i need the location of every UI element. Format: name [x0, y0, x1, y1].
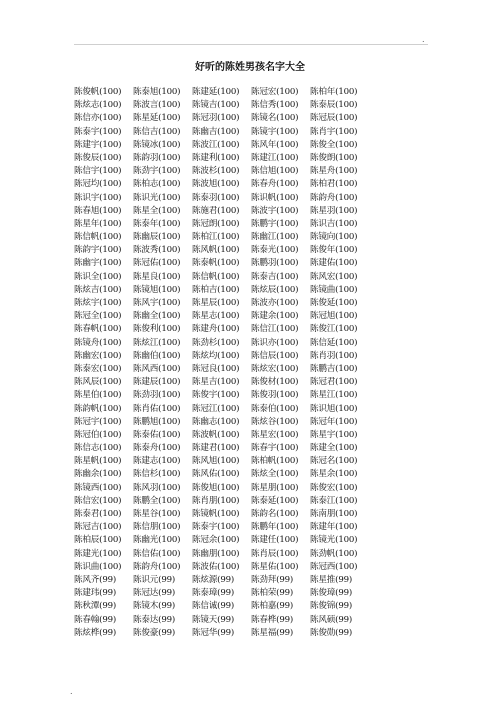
name-cell: 陈冠均(100) [74, 179, 122, 190]
name-cell: 陈冠佑(100) [133, 258, 181, 269]
name-cell: 陈镜曲(100) [310, 284, 358, 295]
name-cell: 陈肖宇(100) [310, 126, 358, 137]
name-cell: 陈俊璋(99) [310, 588, 353, 599]
name-cell: 陈炫均(100) [192, 350, 240, 361]
name-cell: 陈建玮(99) [74, 588, 117, 599]
name-cell: 陈镜天(99) [192, 614, 235, 625]
name-cell: 陈信宏(100) [74, 495, 122, 506]
name-cell: 陈冠宏(100) [251, 87, 299, 97]
name-cell: 陈建舟(100) [192, 324, 240, 335]
name-cell: 陈星帆(100) [74, 456, 122, 467]
header-rule [74, 44, 428, 45]
name-cell: 陈施君(100) [192, 205, 240, 216]
name-cell: 陈柏吉(100) [192, 284, 240, 295]
name-cell: 陈幽志(100) [192, 416, 240, 427]
name-cell: 陈泰舟(100) [133, 443, 181, 454]
name-cell: 陈镜木(99) [133, 601, 176, 612]
name-cell: 陈建志(100) [133, 456, 181, 467]
name-cell: 陈幽全(100) [133, 311, 181, 322]
name-cell: 陈劲帆(100) [310, 548, 358, 559]
name-cell: 陈泰璋(99) [192, 588, 235, 599]
name-cell: 陈识亦(100) [251, 337, 299, 348]
name-cell: 陈镜冰(100) [133, 139, 181, 150]
name-cell: 陈肖佑(100) [133, 403, 181, 414]
name-cell: 陈泰江(100) [310, 495, 358, 506]
name-cell: 陈炫宇(100) [74, 298, 122, 308]
name-cell: 陈星全(100) [133, 205, 181, 216]
name-cell: 陈星朋(100) [251, 482, 299, 493]
name-cell: 陈星辰(100) [192, 298, 240, 308]
name-cell: 陈炫志(100) [74, 100, 122, 111]
name-cell: 陈春帆(100) [74, 324, 122, 335]
name-cell: 陈冠良(100) [192, 363, 240, 374]
name-cell: 陈信帆(100) [74, 232, 122, 243]
name-cell: 陈炫宏(100) [251, 363, 299, 374]
name-cell: 陈幽江(100) [251, 232, 299, 243]
name-cell: 陈风硕(99) [310, 614, 353, 625]
name-cell: 陈冠余(100) [192, 535, 240, 546]
name-cell: 陈韵帆(100) [74, 403, 122, 414]
name-cell: 陈建光(100) [74, 548, 122, 559]
name-cell: 陈俊锦(99) [310, 601, 353, 612]
name-cell: 陈鹏年(100) [251, 522, 299, 533]
name-cell: 陈星羽(100) [310, 205, 358, 216]
name-cell: 陈信旭(100) [251, 166, 299, 177]
name-cell: 陈俊宏(100) [310, 482, 358, 493]
name-cell: 陈信宇(100) [74, 166, 122, 177]
name-cell: 陈秋潭(99) [74, 601, 117, 612]
name-cell: 陈镜光(100) [310, 535, 358, 546]
name-cell: 陈识吉(100) [310, 218, 358, 229]
page-mark-top: . [422, 35, 425, 44]
name-cell: 陈柏江(100) [192, 232, 240, 243]
name-cell: 陈星宏(100) [251, 429, 299, 440]
name-cell: 陈风西(100) [133, 363, 181, 374]
name-cell: 陈鹏宇(100) [251, 218, 299, 229]
name-cell: 陈风佑(100) [192, 469, 240, 480]
name-cell: 陈幽宏(100) [74, 350, 122, 361]
name-cell: 陈信帆(100) [192, 271, 240, 282]
name-cell: 陈冠达(99) [133, 588, 176, 599]
name-cell: 陈春翰(99) [74, 614, 117, 625]
name-cell: 陈泰年(100) [133, 218, 181, 229]
name-cell: 陈信吉(100) [133, 126, 181, 137]
name-cell: 陈星江(100) [310, 390, 358, 401]
name-cell: 陈幽伯(100) [133, 350, 181, 361]
name-cell: 陈冠全(100) [74, 311, 122, 322]
name-cell: 陈信杉(100) [133, 469, 181, 480]
name-cell: 陈冠西(100) [310, 561, 358, 572]
name-cell: 陈幽光(100) [133, 535, 181, 546]
name-cell: 陈识曲(100) [74, 561, 122, 572]
name-cell: 陈泰佑(100) [133, 429, 181, 440]
name-cell: 陈识帆(100) [251, 192, 299, 203]
name-cell: 陈信志(100) [74, 443, 122, 454]
name-cell: 陈镜帆(100) [192, 509, 240, 519]
name-cell: 陈泰辰(100) [310, 100, 358, 111]
name-cell: 陈识元(99) [133, 574, 176, 585]
name-cell: 陈韵羽(100) [133, 152, 181, 163]
name-cell: 陈泰旭(100) [133, 87, 181, 97]
name-cell: 陈冠宇(100) [74, 416, 122, 427]
name-cell: 陈泰君(100) [74, 509, 122, 519]
name-cell: 陈建余(100) [251, 311, 299, 322]
name-cell: 陈信辰(100) [251, 350, 299, 361]
name-cell: 陈泰延(100) [251, 495, 299, 506]
name-cell: 陈俊宇(100) [192, 390, 240, 401]
name-cell: 陈镜舟(100) [74, 337, 122, 348]
name-cell: 陈星良(100) [133, 271, 181, 282]
name-cell: 陈柏志(100) [133, 179, 181, 190]
name-cell: 陈风宏(100) [310, 271, 358, 282]
name-cell: 陈建延(100) [192, 87, 240, 97]
name-cell: 陈泰吉(100) [251, 271, 299, 282]
name-cell: 陈信朋(100) [133, 522, 181, 533]
name-cell: 陈泰羽(100) [192, 192, 240, 203]
name-cell: 陈劲宇(100) [133, 166, 181, 177]
name-cell: 陈信秀(100) [251, 100, 299, 111]
name-cell: 陈风齐(99) [74, 574, 117, 585]
name-cell: 陈星福(99) [251, 627, 294, 638]
name-cell: 陈波江(100) [192, 139, 240, 150]
name-cell: 陈韵舟(100) [133, 561, 181, 572]
name-cell: 陈炫吉(100) [74, 284, 122, 295]
name-cell: 陈镜旭(100) [133, 284, 181, 295]
name-cell: 陈建年(100) [310, 522, 358, 533]
name-cell: 陈韵名(100) [251, 509, 299, 519]
page-mark-bottom: . [70, 687, 73, 696]
name-cell: 陈鹏羽(100) [251, 258, 299, 269]
name-cell: 陈俊勋(99) [310, 627, 353, 638]
name-cell: 陈信延(100) [310, 337, 358, 348]
name-cell: 陈柏君(100) [310, 179, 358, 190]
name-cell: 陈泰宇(100) [74, 126, 122, 137]
name-cell: 陈泰光(100) [251, 245, 299, 256]
name-cell: 陈幽宇(100) [74, 258, 122, 269]
name-cell: 陈幽吉(100) [192, 126, 240, 137]
name-cell: 陈俊延(100) [310, 298, 358, 308]
name-cell: 陈鹏旭(100) [133, 416, 181, 427]
name-cell: 陈建宇(100) [74, 139, 122, 150]
name-cell: 陈星佑(100) [251, 561, 299, 572]
name-cell: 陈信江(100) [251, 324, 299, 335]
name-cell: 陈冠辰(100) [310, 113, 358, 124]
name-cell: 陈肖辰(100) [251, 548, 299, 559]
name-cell: 陈识全(100) [74, 271, 122, 282]
name-cell: 陈俊年(100) [310, 245, 358, 256]
name-cell: 陈星志(100) [192, 311, 240, 322]
name-cell: 陈镜吉(100) [192, 100, 240, 111]
name-cell: 陈建全(100) [310, 443, 358, 454]
name-cell: 陈冠名(100) [310, 456, 358, 467]
name-cell: 陈冠江(100) [192, 403, 240, 414]
name-cell: 陈镜向(100) [310, 232, 358, 243]
name-cell: 陈波杉(100) [192, 166, 240, 177]
name-cell: 陈劲拜(99) [251, 574, 294, 585]
name-cell: 陈波宇(100) [251, 205, 299, 216]
name-cell: 陈柏荣(99) [251, 588, 294, 599]
name-cell: 陈信诚(99) [192, 601, 235, 612]
name-cell: 陈冠君(100) [310, 377, 358, 388]
name-cell: 陈星年(100) [74, 218, 122, 229]
name-cell: 陈韵舟(100) [310, 192, 358, 203]
name-cell: 陈炫辰(100) [251, 284, 299, 295]
name-cell: 陈俊朗(100) [310, 152, 358, 163]
name-cell: 陈波亦(100) [251, 298, 299, 308]
name-cell: 陈建君(100) [192, 443, 240, 454]
name-cell: 陈春旭(100) [74, 205, 122, 216]
name-cell: 陈柏辰(100) [74, 535, 122, 546]
name-cell: 陈炫全(100) [251, 469, 299, 480]
name-cell: 陈星吉(100) [192, 377, 240, 388]
name-cell: 陈风帆(100) [192, 245, 240, 256]
name-cell: 陈镜西(100) [74, 482, 122, 493]
name-cell: 陈幽辰(100) [133, 232, 181, 243]
name-cell: 陈冠伯(100) [74, 429, 122, 440]
name-cell: 陈韵宇(100) [74, 245, 122, 256]
name-cell: 陈风宇(100) [133, 298, 181, 308]
name-cell: 陈建利(100) [192, 152, 240, 163]
name-cell: 陈俊材(100) [251, 377, 299, 388]
name-cell: 陈炫江(100) [133, 337, 181, 348]
name-cell: 陈风旭(100) [192, 456, 240, 467]
name-cell: 陈炫桦(99) [74, 627, 117, 638]
name-cell: 陈俊豪(99) [133, 627, 176, 638]
name-cell: 陈冠华(99) [192, 627, 235, 638]
name-cell: 陈冠年(100) [310, 416, 358, 427]
name-cell: 陈识旭(100) [310, 403, 358, 414]
name-cell: 陈俊全(100) [310, 139, 358, 150]
name-cell: 陈柏帆(100) [251, 456, 299, 467]
name-cell: 陈俊江(100) [310, 324, 358, 335]
name-cell: 陈炫谷(100) [251, 416, 299, 427]
name-cell: 陈幽朋(100) [192, 548, 240, 559]
name-cell: 陈识宇(100) [74, 192, 122, 203]
name-cell: 陈镜名(100) [251, 113, 299, 124]
name-cell: 陈肖羽(100) [310, 350, 358, 361]
name-cell: 陈风辰(100) [74, 377, 122, 388]
name-cell: 陈波秀(100) [133, 245, 181, 256]
name-cell: 陈建辰(100) [133, 377, 181, 388]
name-cell: 陈柏年(100) [310, 87, 358, 97]
name-cell: 陈春宇(100) [251, 443, 299, 454]
name-cell: 陈幽余(100) [74, 469, 122, 480]
name-cell: 陈泰伯(100) [251, 403, 299, 414]
name-cell: 陈建任(100) [251, 535, 299, 546]
name-cell: 陈风羽(100) [133, 482, 181, 493]
name-cell: 陈星延(100) [133, 113, 181, 124]
name-cell: 陈劲羽(100) [133, 390, 181, 401]
name-cell: 陈波旭(100) [192, 179, 240, 190]
name-cell: 陈星谷(100) [133, 509, 181, 519]
name-cell: 陈波言(100) [133, 100, 181, 111]
name-cell: 陈镜宇(100) [251, 126, 299, 137]
name-cell: 陈春舟(100) [251, 179, 299, 190]
name-cell: 陈波帆(100) [192, 429, 240, 440]
name-cell: 陈俊帆(100) [74, 87, 122, 97]
name-cell: 陈信佑(100) [133, 548, 181, 559]
name-cell: 陈泰帆(100) [192, 258, 240, 269]
name-cell: 陈肖朋(100) [192, 495, 240, 506]
name-cell: 陈星舟(100) [310, 166, 358, 177]
name-cell: 陈俊羽(100) [251, 390, 299, 401]
name-table [74, 86, 369, 640]
name-cell: 陈俊利(100) [133, 324, 181, 335]
name-cell: 陈星余(100) [310, 469, 358, 480]
name-cell: 陈鹏吉(100) [310, 363, 358, 374]
name-cell: 陈冠旭(100) [310, 311, 358, 322]
page-title: 好听的陈姓男孩名字大全 [195, 62, 305, 73]
name-cell: 陈泰宏(100) [74, 363, 122, 374]
name-cell: 陈波佑(100) [192, 561, 240, 572]
name-cell: 陈鹏全(100) [133, 495, 181, 506]
name-cell: 陈泰达(99) [133, 614, 176, 625]
name-cell: 陈星推(99) [310, 574, 353, 585]
name-cell: 陈柏嘉(99) [251, 601, 294, 612]
name-cell: 陈俊旭(100) [192, 482, 240, 493]
name-cell: 陈俊辰(100) [74, 152, 122, 163]
name-cell: 陈识光(100) [133, 192, 181, 203]
name-cell: 陈风年(100) [251, 139, 299, 150]
name-cell: 陈炫源(99) [192, 574, 235, 585]
name-cell: 陈劲杉(100) [192, 337, 240, 348]
name-cell: 陈星伯(100) [74, 390, 122, 401]
name-cell: 陈星宇(100) [310, 429, 358, 440]
name-cell: 陈建江(100) [251, 152, 299, 163]
name-cell: 陈冠吉(100) [74, 522, 122, 533]
name-cell: 陈南朋(100) [310, 509, 358, 519]
name-cell: 陈春桦(99) [251, 614, 294, 625]
name-cell: 陈冠朗(100) [192, 218, 240, 229]
name-cell: 陈冠羽(100) [192, 113, 240, 124]
name-cell: 陈泰宇(100) [192, 522, 240, 533]
name-cell: 陈信亦(100) [74, 113, 122, 124]
name-cell: 陈建佑(100) [310, 258, 358, 269]
